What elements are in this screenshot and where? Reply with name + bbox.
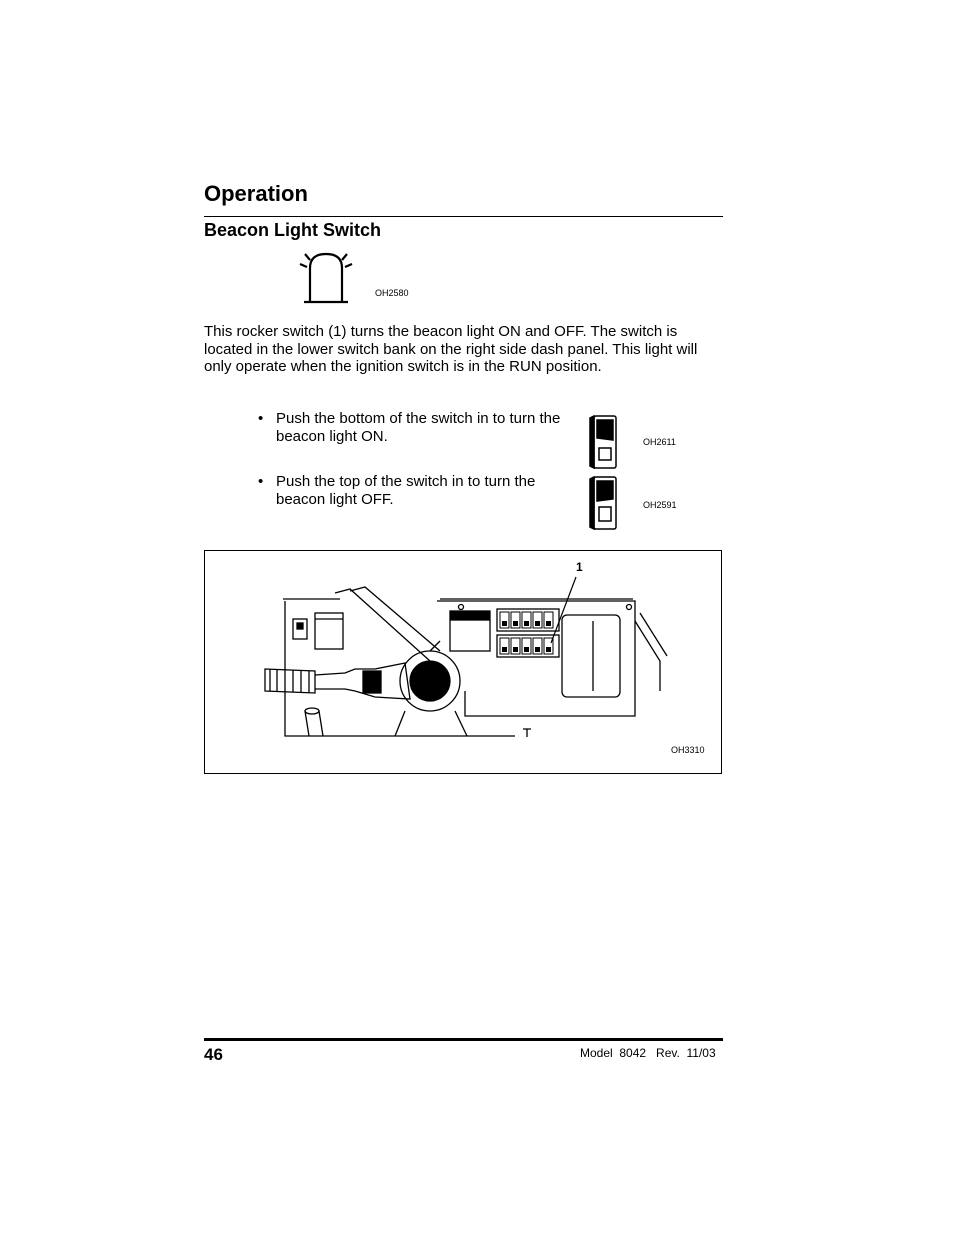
body-paragraph: This rocker switch (1) turns the beacon light ON and OFF. The switch is located in the lower switch bank on the right side dash panel. This light will only operate when the ignition switch is in the RUN position. [204,323,698,376]
rocker-switch-on-icon [586,414,620,470]
bullet-text: Push the top of the switch in to turn the beacon light OFF. [276,473,536,508]
bullet-item [258,410,578,450]
footer-model-revision: Model 8042 Rev. 11/03 [580,1046,716,1060]
switch-off-figure-label: OH2591 [643,500,677,510]
rocker-switch-off-icon [586,475,620,531]
beacon-light-icon [296,250,356,306]
bullet-text: Push the bottom of the switch in to turn the beacon light ON. [276,410,561,445]
callout-number: 1 [576,560,583,574]
dashboard-drawing [205,551,721,773]
page-number: 46 [204,1045,223,1064]
beacon-figure-label: OH2580 [375,288,409,298]
bullet-dot: • [258,473,264,490]
bullet-item [258,473,578,513]
dashboard-figure-label: OH3310 [671,745,705,755]
dashboard-figure [204,550,722,774]
subsection-title: Beacon Light Switch [204,220,382,240]
bullet-dot: • [258,410,264,427]
switch-on-figure-label: OH2611 [643,437,676,447]
footer-rule [204,1038,723,1041]
section-title: Operation [204,181,308,206]
header-rule [204,216,723,217]
